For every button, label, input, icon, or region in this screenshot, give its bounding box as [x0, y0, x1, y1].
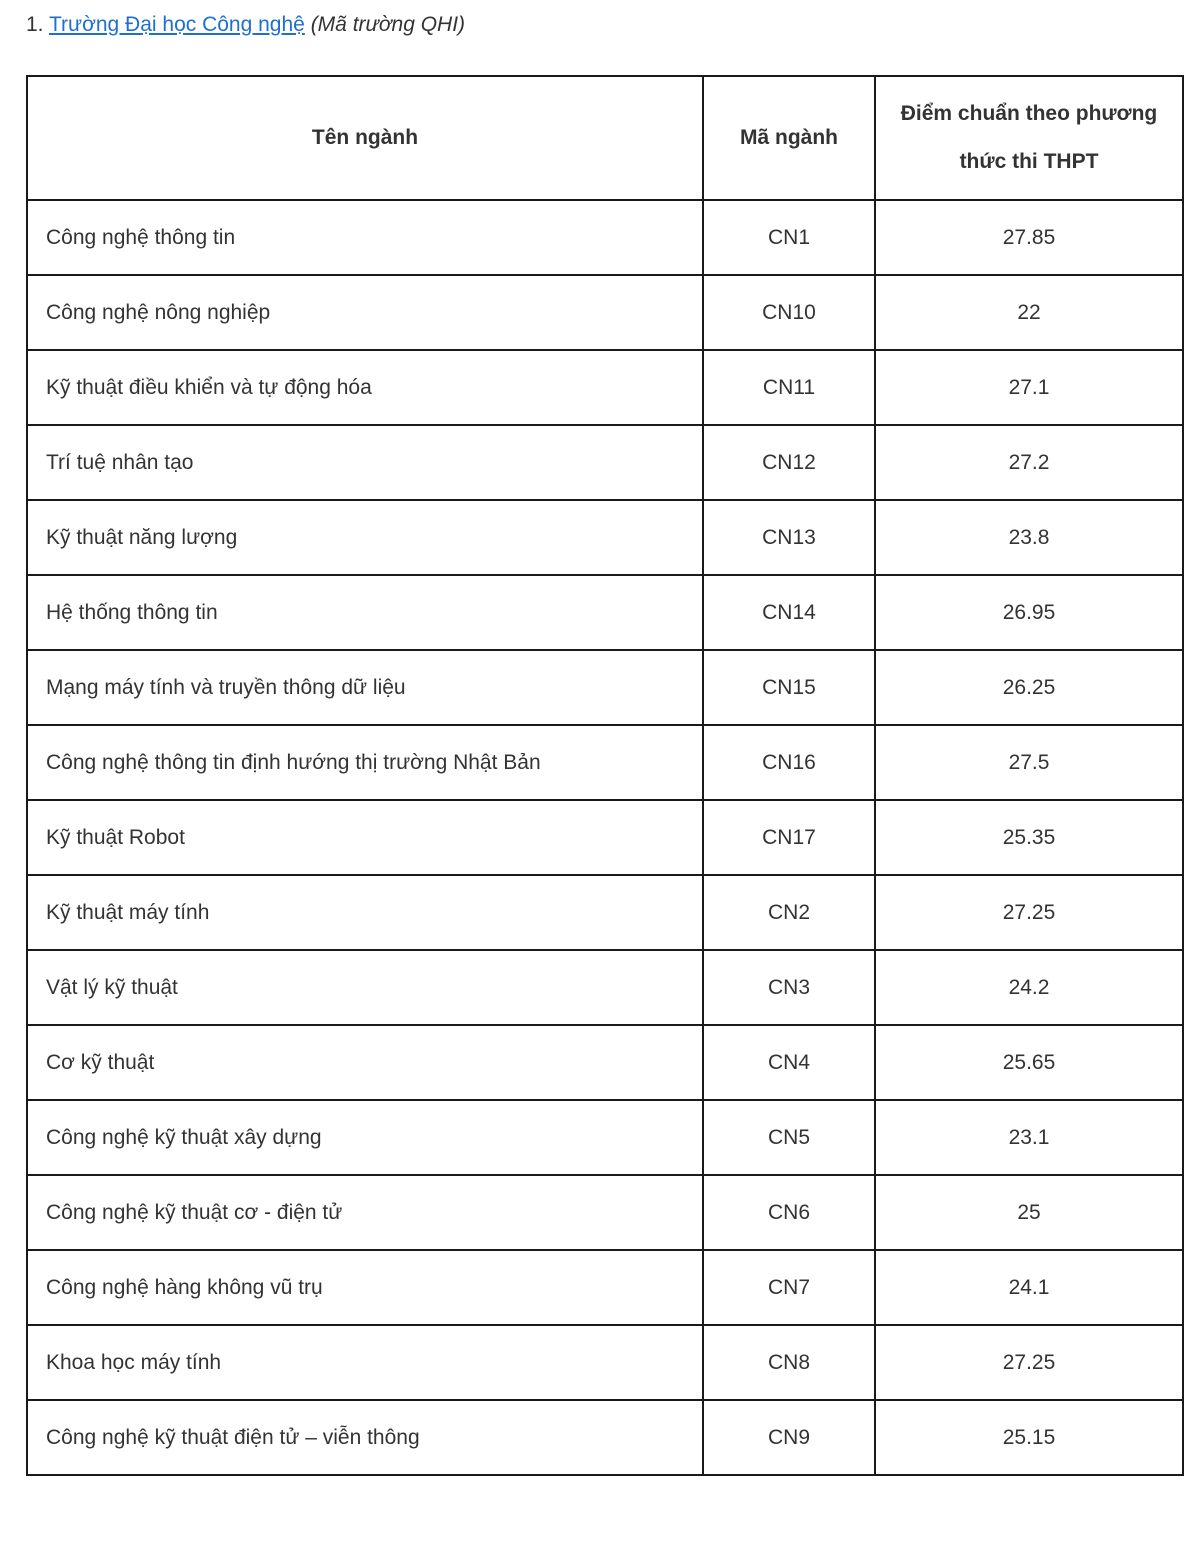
table-header-row: [27, 76, 1183, 200]
major-code-cell: CN15: [703, 650, 875, 725]
score-cell: 25: [875, 1175, 1183, 1250]
score-cell: 27.1: [875, 350, 1183, 425]
major-name-cell: Khoa học máy tính: [27, 1325, 703, 1400]
section-number: 1.: [26, 13, 44, 36]
score-cell: 27.5: [875, 725, 1183, 800]
score-cell: 25.35: [875, 800, 1183, 875]
table-row: [27, 1025, 1183, 1100]
major-code-cell: CN8: [703, 1325, 875, 1400]
major-code-cell: CN5: [703, 1100, 875, 1175]
score-cell: 27.2: [875, 425, 1183, 500]
score-cell: 25.65: [875, 1025, 1183, 1100]
major-code-cell: CN17: [703, 800, 875, 875]
major-code-cell: CN1: [703, 200, 875, 275]
score-cell: 24.1: [875, 1250, 1183, 1325]
major-name-cell: Công nghệ kỹ thuật xây dựng: [27, 1100, 703, 1175]
score-cell: 27.85: [875, 200, 1183, 275]
major-name-cell: Trí tuệ nhân tạo: [27, 425, 703, 500]
major-name-cell: Vật lý kỹ thuật: [27, 950, 703, 1025]
table-row: [27, 575, 1183, 650]
major-name-cell: Công nghệ thông tin: [27, 200, 703, 275]
table-row: [27, 500, 1183, 575]
major-code-cell: CN14: [703, 575, 875, 650]
major-code-cell: CN12: [703, 425, 875, 500]
school-code: (Mã trường QHI): [310, 13, 466, 36]
table-row: [27, 1175, 1183, 1250]
table-row: [27, 275, 1183, 350]
major-code-cell: CN11: [703, 350, 875, 425]
admission-score-table: [26, 75, 1184, 1476]
header-major-code: Mã ngành: [703, 76, 875, 200]
table-row: [27, 1250, 1183, 1325]
score-cell: 27.25: [875, 875, 1183, 950]
major-code-cell: CN3: [703, 950, 875, 1025]
major-code-cell: CN7: [703, 1250, 875, 1325]
major-code-cell: CN2: [703, 875, 875, 950]
major-name-cell: Kỹ thuật điều khiển và tự động hóa: [27, 350, 703, 425]
table-row: [27, 200, 1183, 275]
major-name-cell: Công nghệ kỹ thuật cơ - điện tử: [27, 1175, 703, 1250]
table-row: [27, 1100, 1183, 1175]
score-cell: 22: [875, 275, 1183, 350]
score-cell: 26.95: [875, 575, 1183, 650]
score-cell: 24.2: [875, 950, 1183, 1025]
table-row: [27, 1325, 1183, 1400]
major-code-cell: CN6: [703, 1175, 875, 1250]
table-body: [27, 200, 1183, 1475]
major-name-cell: Kỹ thuật năng lượng: [27, 500, 703, 575]
table-row: [27, 875, 1183, 950]
table-row: [27, 350, 1183, 425]
table-row: [27, 725, 1183, 800]
table-row: [27, 800, 1183, 875]
major-name-cell: Kỹ thuật Robot: [27, 800, 703, 875]
score-cell: 23.1: [875, 1100, 1183, 1175]
major-name-cell: Công nghệ thông tin định hướng thị trường Nhật Bản: [27, 725, 703, 800]
score-cell: 26.25: [875, 650, 1183, 725]
table-row: [27, 950, 1183, 1025]
major-name-cell: Công nghệ kỹ thuật điện tử – viễn thông: [27, 1400, 703, 1475]
table-row: [27, 650, 1183, 725]
table-row: [27, 1400, 1183, 1475]
major-code-cell: CN10: [703, 275, 875, 350]
score-cell: 25.15: [875, 1400, 1183, 1475]
major-code-cell: CN16: [703, 725, 875, 800]
major-name-cell: Cơ kỹ thuật: [27, 1025, 703, 1100]
major-code-cell: CN9: [703, 1400, 875, 1475]
major-name-cell: Kỹ thuật máy tính: [27, 875, 703, 950]
header-score: Điểm chuẩn theo phương thức thi THPT: [875, 76, 1183, 200]
school-link[interactable]: Trường Đại học Công nghệ: [48, 13, 305, 36]
table-row: [27, 425, 1183, 500]
header-major-name: Tên ngành: [27, 76, 703, 200]
major-code-cell: CN4: [703, 1025, 875, 1100]
section-heading: [26, 10, 465, 40]
major-name-cell: Mạng máy tính và truyền thông dữ liệu: [27, 650, 703, 725]
score-cell: 27.25: [875, 1325, 1183, 1400]
major-name-cell: Công nghệ nông nghiệp: [27, 275, 703, 350]
major-name-cell: Công nghệ hàng không vũ trụ: [27, 1250, 703, 1325]
major-code-cell: CN13: [703, 500, 875, 575]
major-name-cell: Hệ thống thông tin: [27, 575, 703, 650]
score-cell: 23.8: [875, 500, 1183, 575]
